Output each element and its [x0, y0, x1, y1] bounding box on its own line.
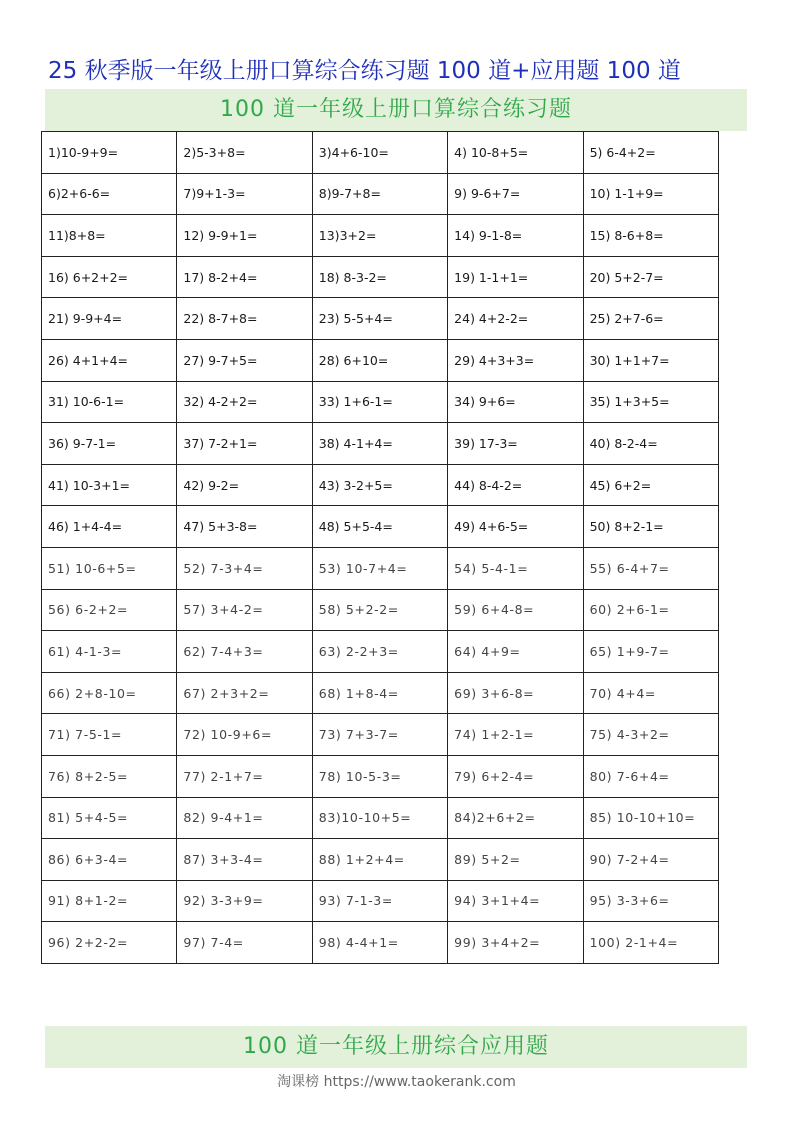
problem-cell: 37) 7-2+1=	[177, 423, 312, 465]
problem-cell: 85) 10-10+10=	[583, 797, 718, 839]
problem-cell: 86) 6+3-4=	[42, 839, 177, 881]
problem-cell: 100) 2-1+4=	[583, 922, 718, 964]
problem-cell: 94) 3+1+4=	[448, 880, 583, 922]
problem-cell: 74) 1+2-1=	[448, 714, 583, 756]
problem-cell: 3)4+6-10=	[312, 132, 447, 174]
problem-cell: 21) 9-9+4=	[42, 298, 177, 340]
problem-cell: 87) 3+3-4=	[177, 839, 312, 881]
table-row	[42, 381, 719, 423]
problem-cell: 46) 1+4-4=	[42, 506, 177, 548]
problem-cell: 98) 4-4+1=	[312, 922, 447, 964]
table-row	[42, 880, 719, 922]
problem-cell: 41) 10-3+1=	[42, 464, 177, 506]
problem-cell: 61) 4-1-3=	[42, 631, 177, 673]
problem-cell: 77) 2-1+7=	[177, 755, 312, 797]
table-row	[42, 339, 719, 381]
table-row	[42, 714, 719, 756]
problem-cell: 91) 8+1-2=	[42, 880, 177, 922]
problem-cell: 63) 2-2+3=	[312, 631, 447, 673]
problem-cell: 76) 8+2-5=	[42, 755, 177, 797]
table-row	[42, 256, 719, 298]
table-row	[42, 547, 719, 589]
problem-cell: 43) 3-2+5=	[312, 464, 447, 506]
problem-cell: 28) 6+10=	[312, 339, 447, 381]
problem-cell: 20) 5+2-7=	[583, 256, 718, 298]
problem-cell: 12) 9-9+1=	[177, 215, 312, 257]
table-row	[42, 173, 719, 215]
document-title: 25 秋季版一年级上册口算综合练习题 100 道+应用题 100 道	[48, 58, 681, 84]
problem-cell: 24) 4+2-2=	[448, 298, 583, 340]
problem-cell: 78) 10-5-3=	[312, 755, 447, 797]
problem-cell: 75) 4-3+2=	[583, 714, 718, 756]
problem-cell: 39) 17-3=	[448, 423, 583, 465]
problem-cell: 14) 9-1-8=	[448, 215, 583, 257]
problem-cell: 36) 9-7-1=	[42, 423, 177, 465]
problem-cell: 88) 1+2+4=	[312, 839, 447, 881]
table-row	[42, 464, 719, 506]
table-row	[42, 922, 719, 964]
problem-cell: 11)8+8=	[42, 215, 177, 257]
problem-cell: 8)9-7+8=	[312, 173, 447, 215]
problem-cell: 50) 8+2-1=	[583, 506, 718, 548]
problem-cell: 58) 5+2-2=	[312, 589, 447, 631]
problem-cell: 97) 7-4=	[177, 922, 312, 964]
problem-cell: 56) 6-2+2=	[42, 589, 177, 631]
problem-cell: 81) 5+4-5=	[42, 797, 177, 839]
table-row	[42, 672, 719, 714]
problem-cell: 34) 9+6=	[448, 381, 583, 423]
problem-cell: 22) 8-7+8=	[177, 298, 312, 340]
table-row	[42, 506, 719, 548]
problem-cell: 15) 8-6+8=	[583, 215, 718, 257]
table-row	[42, 298, 719, 340]
problem-cell: 27) 9-7+5=	[177, 339, 312, 381]
problem-cell: 70) 4+4=	[583, 672, 718, 714]
problem-cell: 96) 2+2-2=	[42, 922, 177, 964]
problem-cell: 54) 5-4-1=	[448, 547, 583, 589]
problem-cell: 33) 1+6-1=	[312, 381, 447, 423]
problem-cell: 64) 4+9=	[448, 631, 583, 673]
problem-cell: 16) 6+2+2=	[42, 256, 177, 298]
problem-cell: 72) 10-9+6=	[177, 714, 312, 756]
problem-cell: 95) 3-3+6=	[583, 880, 718, 922]
table-row	[42, 797, 719, 839]
problem-cell: 55) 6-4+7=	[583, 547, 718, 589]
problem-cell: 1)10-9+9=	[42, 132, 177, 174]
problem-cell: 35) 1+3+5=	[583, 381, 718, 423]
footer-source: 淘课榜 https://www.taokerank.com	[277, 1074, 516, 1090]
problem-cell: 7)9+1-3=	[177, 173, 312, 215]
problem-cell: 53) 10-7+4=	[312, 547, 447, 589]
problem-cell: 23) 5-5+4=	[312, 298, 447, 340]
problem-cell: 6)2+6-6=	[42, 173, 177, 215]
problem-cell: 25) 2+7-6=	[583, 298, 718, 340]
section-heading-word-problems: 100 道一年级上册综合应用题	[45, 1026, 747, 1068]
problem-cell: 65) 1+9-7=	[583, 631, 718, 673]
problem-cell: 29) 4+3+3=	[448, 339, 583, 381]
problem-cell: 93) 7-1-3=	[312, 880, 447, 922]
problem-cell: 17) 8-2+4=	[177, 256, 312, 298]
section-heading-oral-arithmetic: 100 道一年级上册口算综合练习题	[45, 89, 747, 131]
problem-cell: 18) 8-3-2=	[312, 256, 447, 298]
problem-cell: 49) 4+6-5=	[448, 506, 583, 548]
problem-cell: 38) 4-1+4=	[312, 423, 447, 465]
table-row	[42, 215, 719, 257]
problem-cell: 19) 1-1+1=	[448, 256, 583, 298]
problem-cell: 82) 9-4+1=	[177, 797, 312, 839]
problem-cell: 44) 8-4-2=	[448, 464, 583, 506]
problem-cell: 66) 2+8-10=	[42, 672, 177, 714]
problem-cell: 30) 1+1+7=	[583, 339, 718, 381]
problem-cell: 89) 5+2=	[448, 839, 583, 881]
table-row	[42, 589, 719, 631]
problem-cell: 80) 7-6+4=	[583, 755, 718, 797]
problem-cell: 84)2+6+2=	[448, 797, 583, 839]
problem-cell: 57) 3+4-2=	[177, 589, 312, 631]
problem-cell: 45) 6+2=	[583, 464, 718, 506]
problem-cell: 52) 7-3+4=	[177, 547, 312, 589]
problem-cell: 79) 6+2-4=	[448, 755, 583, 797]
problem-cell: 62) 7-4+3=	[177, 631, 312, 673]
problem-cell: 68) 1+8-4=	[312, 672, 447, 714]
table-row	[42, 755, 719, 797]
problem-table	[41, 131, 719, 964]
problem-cell: 32) 4-2+2=	[177, 381, 312, 423]
problem-cell: 13)3+2=	[312, 215, 447, 257]
problem-cell: 10) 1-1+9=	[583, 173, 718, 215]
problem-cell: 40) 8-2-4=	[583, 423, 718, 465]
problem-cell: 26) 4+1+4=	[42, 339, 177, 381]
problem-cell: 4) 10-8+5=	[448, 132, 583, 174]
problem-cell: 83)10-10+5=	[312, 797, 447, 839]
problem-cell: 51) 10-6+5=	[42, 547, 177, 589]
problem-cell: 48) 5+5-4=	[312, 506, 447, 548]
problem-cell: 73) 7+3-7=	[312, 714, 447, 756]
problem-cell: 9) 9-6+7=	[448, 173, 583, 215]
table-row	[42, 132, 719, 174]
problem-cell: 59) 6+4-8=	[448, 589, 583, 631]
table-row	[42, 423, 719, 465]
problem-cell: 99) 3+4+2=	[448, 922, 583, 964]
problem-cell: 47) 5+3-8=	[177, 506, 312, 548]
problem-cell: 69) 3+6-8=	[448, 672, 583, 714]
problem-cell: 2)5-3+8=	[177, 132, 312, 174]
problem-cell: 5) 6-4+2=	[583, 132, 718, 174]
table-row	[42, 839, 719, 881]
problem-cell: 42) 9-2=	[177, 464, 312, 506]
problem-cell: 90) 7-2+4=	[583, 839, 718, 881]
table-row	[42, 631, 719, 673]
problem-cell: 31) 10-6-1=	[42, 381, 177, 423]
problem-cell: 60) 2+6-1=	[583, 589, 718, 631]
problem-cell: 92) 3-3+9=	[177, 880, 312, 922]
problem-cell: 67) 2+3+2=	[177, 672, 312, 714]
problem-cell: 71) 7-5-1=	[42, 714, 177, 756]
